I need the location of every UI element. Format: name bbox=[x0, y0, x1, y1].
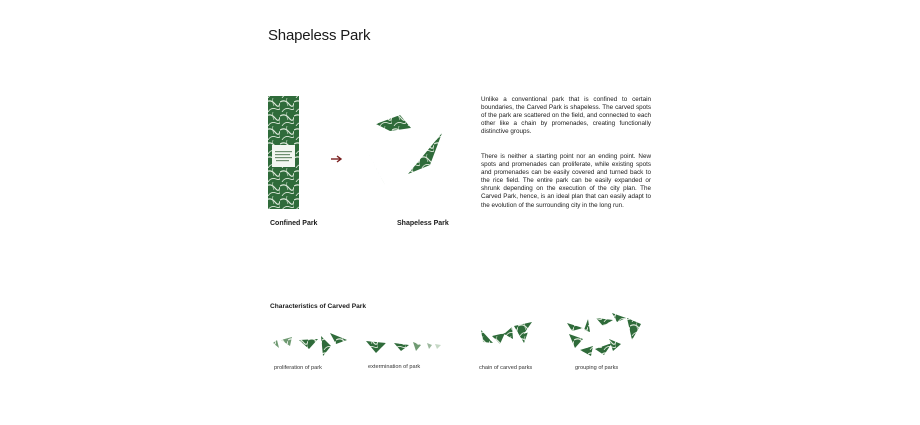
proliferation-of-park-diagram bbox=[273, 333, 347, 356]
park-fragment bbox=[427, 343, 432, 349]
park-fragment bbox=[609, 339, 621, 351]
park-fragment bbox=[595, 343, 612, 355]
description-paragraph-1: Unlike a conventional park that is confined to certain boundaries, the Carved Park is shapeless. The carved spots of the park are scattered on the field, and connected to each other like a chain by promenades, creating functionally distinctive groups. bbox=[481, 96, 651, 136]
park-fragment bbox=[281, 337, 292, 346]
park-fragment bbox=[569, 334, 583, 348]
park-fragment bbox=[273, 340, 279, 348]
park-fragment bbox=[481, 330, 493, 343]
park-fragment bbox=[627, 318, 641, 340]
park-fragment bbox=[492, 333, 505, 344]
shapeless-park-diagram bbox=[366, 115, 442, 185]
park-fragment bbox=[366, 341, 386, 353]
confined-park-diagram bbox=[268, 96, 299, 209]
chain-of-carved-parks-diagram bbox=[481, 322, 532, 344]
park-fragment bbox=[596, 318, 613, 326]
proliferation-label: proliferation of park bbox=[274, 365, 322, 371]
chain-label: chain of carved parks bbox=[479, 365, 533, 371]
park-fragment bbox=[330, 333, 347, 344]
park-fragment bbox=[584, 319, 590, 332]
extermination-label: extermination of park bbox=[368, 364, 421, 370]
confined-park-center-plaza bbox=[272, 145, 295, 167]
description-paragraph-2: There is neither a starting point nor an ending point. New spots and promenades can proliferate, while existing spots and promenades can be easily covered and turned back to the rice field. The entire park can be easily expanded or shrunk depending on the execution of the city plan. The Carved Park, hence, is an ideal plan that can easily adapt to the evolution of the surrounding city in the long run. bbox=[481, 153, 651, 209]
park-fragment bbox=[408, 133, 442, 174]
grouping-label: grouping of parks bbox=[575, 365, 619, 371]
characteristics-title: Characteristics of Carved Park bbox=[270, 303, 367, 310]
confined-park-label: Confined Park bbox=[270, 220, 318, 227]
park-fragment bbox=[567, 323, 583, 331]
park-fragment bbox=[435, 344, 441, 349]
page-title: Shapeless Park bbox=[268, 27, 371, 44]
park-fragment bbox=[299, 339, 318, 349]
park-fragment bbox=[413, 342, 421, 351]
shapeless-park-label: Shapeless Park bbox=[397, 220, 449, 227]
grouping-of-parks-diagram bbox=[567, 313, 641, 356]
park-fragment bbox=[504, 327, 513, 339]
park-fragment bbox=[376, 115, 411, 131]
extermination-of-park-diagram bbox=[366, 341, 441, 353]
park-fragment bbox=[321, 336, 331, 356]
park-fragment bbox=[612, 313, 626, 322]
park-fragment bbox=[580, 346, 593, 356]
arrow-icon bbox=[331, 156, 341, 162]
park-fragment bbox=[366, 149, 385, 185]
park-fragment bbox=[394, 343, 409, 351]
